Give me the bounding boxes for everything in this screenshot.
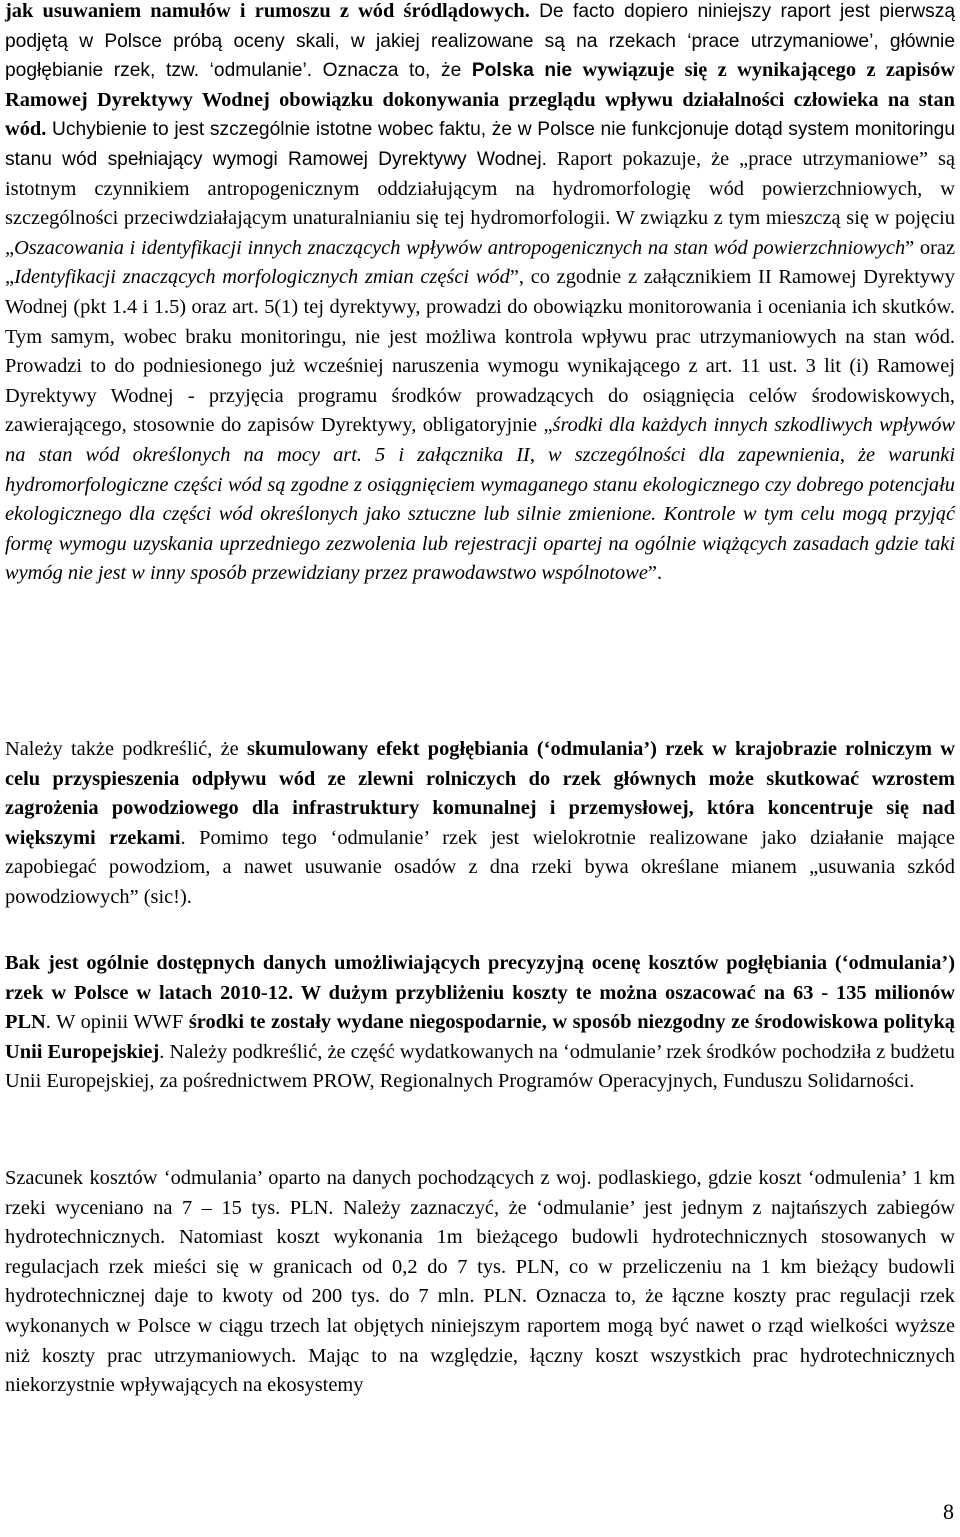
p2-seg-0: Należy także podkreślić, że — [5, 738, 247, 760]
p2-seg-1: skumulowany efekt pogłębiania (‘odmulania’) rzek w krajobrazie rolniczym w celu przyspieszenia odpływu wód ze zlewni rolniczych do rzek głównych może skutkować wzrostem zagrożenia powodziowego dla infrastruktury komunalnej i przemysłowej, która koncentruje się nad większymi rzekami — [5, 738, 955, 849]
p2-seg-2: . Pomimo tego ‘odmulanie’ rzek jest wielokrotnie realizowane jako działanie mające zapobiegać powodziom, a nawet usuwanie osadów z dna rzeki bywa określane mianem „usuwania szkód powodziowych” (sic!). — [5, 826, 955, 908]
p1-seg-2: Polska nie — [471, 60, 573, 82]
p1-seg-6: Raport pokazuje, że „prace utrzymaniowe” są istotnym czynnikiem antropogenicznym oddziałującym na hydromorfologię wód powierzchniowych, w szczególności przeciwdziałającym unaturalnianiu się tej hydromorfologii. W związku z tym mieszczą się w pojęciu „ — [5, 147, 955, 259]
p4-seg-0: Szacunek kosztów ‘odmulania’ oparto na danych pochodzących z woj. podlaskiego, gdzie koszt ‘odmulenia’ 1 km rzeki wyceniano na 7 – 15 tys. PLN. Należy zaznaczyć, że ‘odmulanie’ jest jednym z najtańszych zabiegów hydrotechnicznych. Natomiast koszt wykonania 1m bieżącego budowli hydrotechnicznych stosowanych w regulacjach rzek mieści się w granicach od 0,2 do 7 tys. PLN, co w przeliczeniu na 1 km bieżący budowli hydrotechnicznej daje to kwoty od 200 tys. do 7 mln. PLN. Oznacza to, że łączne koszty prac regulacji rzek wykonanych w Polsce w ciągu trzech lat objętych niniejszym raportem mogą być nawet o rząd wielkości wyższe niż koszty prac utrzymaniowych. Mając to na względzie, łączny koszt wszystkich prac hydrotechnicznych niekorzystnie wpływających na ekosystemy — [5, 1167, 955, 1397]
paragraph-3 — [5, 949, 955, 1097]
p1-seg-12: ”. — [647, 562, 663, 585]
p3-seg-0: Bak jest ogólnie dostępnych danych umożliwiających precyzyjną ocenę kosztów pogłębiania (‘odmulania’) rzek w Polsce w latach 2010-12. W dużym przybliżeniu koszty te można oszacować na 63 - 135 milionów PLN — [5, 952, 955, 1034]
p1-seg-9: Identyfikacji znaczących morfologicznych zmian części wód — [14, 266, 510, 289]
p3-seg-3: . Należy podkreślić, że część wydatkowanych na ‘odmulanie’ rzek środków pochodziła z budżetu Unii Europejskiej, za pośrednictwem PROW, Regionalnych Programów Operacyjnych, Funduszu Solidarności. — [5, 1040, 955, 1093]
p3-seg-2: środki te zostały wydane niegospodarnie, w sposób niezgodny ze środowiskowa polityką Unii Europejskiej — [5, 1011, 955, 1063]
p1-seg-5: Uchybienie to jest szczególnie istotne wobec faktu, że w Polsce nie funkcjonuje dotąd system monitoringu stanu wód spełniający wymogi Ramowej Dyrektywy Wodnej. — [5, 119, 955, 170]
paragraph-4 — [5, 1164, 955, 1401]
p1-seg-1: De facto dopiero niniejszy raport jest pierwszą podjętą w Polsce próbą oceny skali, w jakiej realizowane są na rzekach ‘prace utrzymaniowe’, głównie pogłębianie rzek, tzw. ‘odmulanie’. Oznacza to, że — [5, 1, 955, 82]
p1-seg-7: Oszacowania i identyfikacji innych znaczących wpływów antropogenicznych na stan wód powierzchniowych — [14, 236, 906, 259]
p3-seg-1: . W opinii WWF — [45, 1011, 189, 1034]
p1-seg-4: wywiązuje się z wynikającego z zapisów Ramowej Dyrektywy Wodnej obowiązku dokonywania przeglądu wpływu działalności człowieka na stan wód. — [5, 59, 955, 141]
p1-seg-8: ” oraz „ — [5, 236, 956, 289]
paragraph-1 — [5, 0, 955, 589]
p1-seg-10: ”, co zgodnie z załącznikiem II Ramowej Dyrektywy Wodnej (pkt 1.4 i 1.5) oraz art. 5(1) tej dyrektywy, prowadzi do obowiązku monitorowania i oceniania ich skutków. Tym samym, wobec braku monitoringu, nie jest możliwa kontrola wpływu prac utrzymaniowych na stan wód. Prowadzi to do podniesionego już wcześniej naruszenia wymogu wynikającego z art. 11 ust. 3 lit (i) Ramowej Dyrektywy Wodnej - przyjęcia programu środków prowadzących do osiągnięcia celów środowiskowych, zawierającego, stosownie do zapisów Dyrektywy, obligatoryjnie „ — [5, 266, 955, 437]
p1-seg-0: jak usuwaniem namułów i rumoszu z wód śródlądowych. — [5, 0, 540, 22]
paragraph-2 — [5, 735, 955, 913]
p1-seg-11: środki dla każdych innych szkodliwych wpływów na stan wód określonych na mocy art. 5 i załącznika II, w szczególności dla zapewnienia, że warunki hydromorfologiczne części wód są zgodne z osiągnięciem wymaganego stanu ekologicznego czy dobrego potencjału ekologicznego dla części wód określonych jako sztuczne lub silnie zmienione. Kontrole w tym celu mogą przyjąć formę wymogu uzyskania uprzedniego zezwolenia lub rejestracji opartej na ogólnie wiążących zasadach gdzie taki wymóg nie jest w inny sposób przewidziany przez prawodawstwo wspólnotowe — [5, 414, 956, 585]
page-number: 8 — [943, 1499, 954, 1524]
p1-seg-3 — [572, 59, 582, 81]
